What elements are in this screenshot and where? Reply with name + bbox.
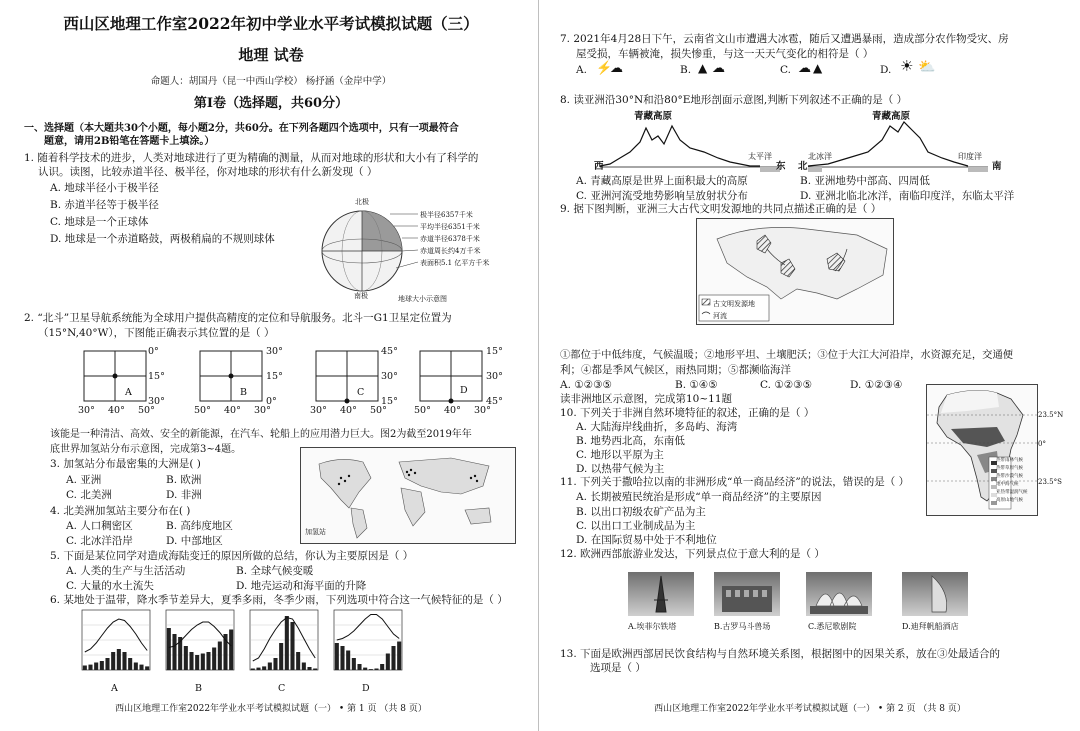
profile-30n	[600, 118, 780, 173]
earth-figure-caption: 地球大小示意图	[398, 295, 447, 303]
grid-d-lon-3: 30°	[474, 405, 491, 416]
grid-a-lat-mid: 15°	[148, 371, 165, 382]
grid-b-lon-2: 40°	[224, 405, 241, 416]
q6-letter-b[interactable]: B	[195, 683, 202, 694]
profile-left-west: 西	[594, 161, 604, 172]
q5-option-a[interactable]: A. 人类的生产与生活活动	[66, 565, 186, 577]
caption-eiffel-tower: A.埃菲尔铁塔	[628, 622, 677, 631]
grid-b-lon-1: 50°	[194, 405, 211, 416]
q12-stem: 12. 欧洲西部旅游业发达，下列景点位于意大利的是（ ）	[560, 548, 825, 560]
africa-legend-6: 高原山地气候	[996, 498, 1023, 503]
grid-a[interactable]	[84, 351, 146, 401]
precipitation-bar	[172, 634, 176, 670]
grid-b[interactable]	[200, 351, 262, 401]
photo-sydney-opera-house[interactable]	[806, 572, 872, 616]
q10-option-b[interactable]: B. 地势西北高，东南低	[576, 435, 685, 447]
grid-c-lon-3: 50°	[370, 405, 387, 416]
asia-legend-civilization: 古文明发源地	[713, 300, 755, 308]
precipitation-bar	[195, 655, 199, 670]
profile-left-east: 东	[776, 161, 786, 172]
precipitation-bar	[88, 665, 92, 670]
precipitation-bar	[212, 648, 216, 671]
q7-option-b[interactable]: B.	[680, 64, 692, 76]
precipitation-bar	[285, 616, 289, 670]
precipitation-bar	[391, 646, 395, 670]
exam-page-2	[540, 0, 1080, 731]
q5-option-b[interactable]: B. 全球气候变暖	[236, 565, 314, 577]
q9-option-c[interactable]: C. ①②③⑤	[760, 379, 812, 391]
precipitation-bar	[380, 664, 384, 670]
precipitation-bar	[117, 649, 121, 670]
footer-page-2: 西山区地理工作室2022年学业水平考试模拟试题（一） • 第 2 页 （共 8 页）	[654, 704, 966, 714]
precipitation-bar	[256, 668, 260, 670]
q3-option-b[interactable]: B. 欧洲	[166, 474, 202, 486]
q2-stem-cont: （15°N,40°W），下图能正确表示其位置的是（ ）	[38, 327, 275, 339]
q9-stem: 9. 据下图判断，亚洲三大古代文明发源地的共同点描述正确的是（ ）	[560, 203, 882, 215]
q9-option-b[interactable]: B. ①④⑤	[675, 379, 718, 391]
q11-option-c[interactable]: C. 以出口工业制成品为主	[576, 520, 696, 532]
grid-d-lat-top: 15°	[486, 346, 503, 357]
precipitation-bar	[363, 668, 367, 670]
precipitation-bar	[273, 658, 277, 670]
grid-d-lat-bot: 45°	[486, 396, 503, 407]
q10-option-d[interactable]: D. 以热带气候为主	[576, 463, 665, 475]
grid-a-lon-1: 30°	[78, 405, 95, 416]
precipitation-bar	[335, 643, 339, 670]
q7-option-a[interactable]: A.	[576, 64, 587, 76]
q9-statements-cont: 利；④都是季风气候区，雨热同期；⑤都濒临海洋	[560, 364, 791, 376]
world-map-hydrogen	[300, 447, 516, 544]
precipitation-bar	[268, 663, 272, 671]
q7-stem-cont: 屋受损，车辆被淹，损失惨重，与这一天天气变化的相符是（ ）	[576, 48, 874, 60]
precipitation-bar	[139, 665, 143, 670]
q10-option-a[interactable]: A. 大陆海岸线曲折，多岛屿、海湾	[576, 421, 738, 433]
q3-stem: 3. 加氢站分布最密集的大洲是( )	[50, 458, 201, 470]
q11-stem: 11. 下列关于撒哈拉以南的非洲形成“单一商品经济”的说法，错误的是（ ）	[560, 476, 910, 488]
page-divider	[538, 0, 539, 731]
earth-label-5: 表面积5.1 亿平方千米	[420, 259, 490, 267]
precipitation-bar	[111, 652, 115, 670]
grid-c[interactable]	[316, 351, 378, 401]
precipitation-bar	[105, 658, 109, 670]
section-heading: 一、选择题（本大题共30个小题，每小题2分，共60分。在下列各题四个选项中，只有一项最符合	[24, 123, 459, 134]
africa-legend-3: 热带沙漠气候	[996, 474, 1023, 479]
precipitation-bar	[122, 652, 126, 670]
precipitation-bar	[145, 666, 149, 670]
q4-stem: 4. 北美洲加氢站主要分布在( )	[50, 505, 191, 517]
q3-option-c[interactable]: C. 北美洲	[66, 489, 112, 501]
precipitation-bar	[251, 669, 255, 671]
grid-c-lat-top: 45°	[381, 346, 398, 357]
precipitation-bar	[279, 643, 283, 670]
precipitation-bar	[357, 664, 361, 670]
intro-3-4-cont: 底世界加氢站分布示意图，完成第3~4题。	[50, 444, 242, 455]
asia-legend-river: 河流	[713, 312, 727, 320]
precipitation-bar	[340, 646, 344, 670]
grid-a-lat-bot: 30°	[148, 396, 165, 407]
footer-page-1: 西山区地理工作室2022年学业水平考试模拟试题（一） • 第 1 页 （共 8 页）	[115, 704, 427, 714]
q8-option-b[interactable]: B. 亚洲地势中部高、四周低	[800, 175, 930, 187]
precipitation-bar	[100, 661, 104, 670]
profile-left-ocean: 太平洋	[748, 152, 772, 161]
q5-option-d[interactable]: D. 地壳运动和海平面的升降	[236, 580, 367, 592]
earth-label-1: 极半径6357千米	[420, 211, 473, 219]
caption-colosseum: B.古罗马斗兽场	[714, 622, 771, 631]
q1-option-d[interactable]: D. 地球是一个赤道略鼓，两极稍扁的不规则球体	[50, 233, 275, 245]
q10-stem: 10. 下列关于非洲自然环境特征的叙述，正确的是（ ）	[560, 407, 815, 419]
grid-c-lon-2: 40°	[340, 405, 357, 416]
grid-b-letter: B	[240, 387, 247, 398]
q13-stem: 13. 下面是欧洲西部居民饮食结构与自然环境关系图，根据图中的因果关系，放在③处最适合的	[560, 648, 1001, 660]
q1-option-c[interactable]: C. 地球是一个正球体	[50, 216, 149, 228]
grid-b-lon-3: 30°	[254, 405, 271, 416]
q5-option-c[interactable]: C. 大量的水土流失	[66, 580, 154, 592]
cloud-icon: ☁	[712, 61, 725, 76]
africa-equator: 0°	[1038, 440, 1046, 448]
q13-stem-cont: 选项是（ ）	[590, 662, 646, 674]
precipitation-bar	[128, 658, 132, 670]
precipitation-bar	[83, 666, 87, 671]
caption-burj-al-arab: D.迪拜帆船酒店	[902, 622, 959, 631]
rain-cloud-icon: ☁	[610, 61, 623, 76]
q4-option-c[interactable]: C. 北冰洋沿岸	[66, 535, 133, 547]
precipitation-bar	[206, 652, 210, 670]
africa-legend-1: 热带雨林气候	[996, 458, 1023, 463]
q8-option-c[interactable]: C. 亚洲河流受地势影响呈放射状分布	[576, 190, 748, 202]
rain-cloud-icon-2: ☁	[798, 61, 811, 76]
q4-option-a[interactable]: A. 人口稠密区	[66, 520, 133, 532]
precipitation-bar	[184, 646, 188, 670]
intro-3-4: 该能是一种清洁、高效、安全的新能源，在汽车、轮船上的应用潜力巨大。图2为截至2019年年	[50, 429, 472, 440]
q8-option-a[interactable]: A. 青藏高原是世界上面积最大的高原	[576, 175, 748, 187]
earth-south-label: 南极	[354, 292, 368, 300]
partly-cloudy-icon: ⛅	[918, 59, 936, 75]
precipitation-bar	[352, 658, 356, 670]
grid-a-lat-top: 0°	[148, 346, 159, 357]
q11-option-a[interactable]: A. 长期被殖民统治是形成“单一商品经济”的主要原因	[576, 491, 822, 503]
grid-a-letter: A	[125, 387, 132, 398]
q11-option-b[interactable]: B. 以出口初级农矿产品为主	[576, 506, 706, 518]
q1-stem-cont: 认识。读图，比较赤道半径、极半径，你对地球的形状有什么新发现（ ）	[38, 166, 378, 178]
precipitation-bar	[290, 622, 294, 670]
temperature-line	[85, 619, 147, 652]
earth-north-label: 北极	[355, 198, 369, 206]
precipitation-bar	[302, 663, 306, 671]
africa-legend-2: 热带草原气候	[996, 466, 1023, 471]
q6-stem: 6. 某地处于温带，降水季节差异大，夏季多雨，冬季少雨，下列选项中符合这一气候特征的是（ ）	[50, 594, 508, 606]
asia-civilization-map	[696, 218, 894, 325]
profile-right-south: 南	[992, 161, 1002, 172]
intro-10-11: 读非洲地区示意图，完成第10~11题	[560, 393, 733, 405]
africa-legend-5: 亚热带湿润气候	[996, 490, 1028, 495]
photo-burj-al-arab[interactable]	[902, 572, 968, 616]
q9-statements: ①都位于中低纬度，气候温暖；②地形平坦、土壤肥沃；③位于大江大河沿岸，水资源充足，交通便	[560, 349, 1014, 361]
climate-charts	[0, 606, 538, 680]
precipitation-bar	[397, 642, 401, 671]
q3-option-a[interactable]: A. 亚洲	[66, 474, 102, 486]
grid-c-lat-mid: 30°	[381, 371, 398, 382]
precipitation-bar	[229, 630, 233, 671]
precipitation-bar	[313, 669, 317, 671]
grid-d-letter: D	[460, 385, 468, 396]
q6-letter-d[interactable]: D	[362, 683, 370, 694]
precipitation-bar	[134, 663, 138, 671]
precipitation-bar	[262, 666, 266, 670]
africa-legend-4: 地中海气候	[996, 482, 1019, 487]
precipitation-bar	[346, 651, 350, 671]
precipitation-bar	[386, 654, 390, 671]
hail-icon-2: ▲	[813, 61, 823, 75]
exam-subtitle: 地理 试卷	[238, 46, 304, 64]
grid-b-lat-top: 30°	[266, 346, 283, 357]
temperature-line	[253, 618, 315, 662]
exam-title: 西山区地理工作室2022年初中学业水平考试模拟试题（三）	[63, 14, 479, 33]
grid-c-lat-bot: 15°	[381, 396, 398, 407]
q2-stem: 2. “北斗”卫星导航系统能为全球用户提供高精度的定位和导航服务。北斗一G1卫星定位置为	[24, 312, 452, 324]
q9-option-d[interactable]: D. ①②③④	[850, 379, 903, 391]
grid-d-lat-mid: 30°	[486, 371, 503, 382]
precipitation-bar	[296, 652, 300, 670]
hail-icon: ▲	[698, 61, 708, 75]
sun-icon: ☀	[900, 57, 914, 75]
precipitation-bar	[94, 663, 98, 671]
precipitation-bar	[167, 628, 171, 670]
photo-eiffel-tower[interactable]	[628, 572, 694, 616]
q4-option-b[interactable]: B. 高纬度地区	[166, 520, 233, 532]
earth-label-4: 赤道周长约4万千米	[420, 247, 481, 255]
lightning-icon: ⚡	[596, 61, 613, 76]
section-heading-cont: 题意，请用2B铅笔在答题卡上填涂。）	[44, 136, 215, 147]
profile-right-peak: 青藏高原	[872, 111, 911, 122]
grid-a-lon-2: 40°	[108, 405, 125, 416]
q8-option-d[interactable]: D. 亚洲北临北冰洋，南临印度洋，东临太平洋	[800, 190, 1015, 202]
grid-d[interactable]	[420, 351, 482, 401]
precipitation-bar	[307, 667, 311, 670]
q1-option-a[interactable]: A. 地球半径小于极半径	[50, 182, 159, 194]
grid-c-letter: C	[357, 387, 365, 398]
photo-colosseum[interactable]	[714, 572, 780, 616]
grid-a-lon-3: 50°	[138, 405, 155, 416]
q6-letter-c[interactable]: C	[278, 683, 286, 694]
exam-authors: 命题人：胡国丹（昆一中西山学校） 杨抒涵（金岸中学）	[150, 76, 392, 87]
q7-option-d[interactable]: D.	[880, 64, 892, 76]
map-legend-label: 加氢站	[305, 528, 326, 536]
q7-stem: 7. 2021年4月28日下午，云南省文山市遭遇大冰雹，随后又遭遇暴雨，造成部分农作物受灾、房	[560, 33, 1009, 45]
part-title: 第Ⅰ卷（选择题，共60分）	[193, 96, 349, 111]
precipitation-bar	[218, 642, 222, 671]
precipitation-bar	[201, 654, 205, 671]
grid-c-lon-1: 30°	[310, 405, 327, 416]
profile-right-ocean-left: 北冰洋	[808, 152, 832, 161]
q4-option-d[interactable]: D. 中部地区	[166, 535, 223, 547]
africa-tropic-capricorn: 23.5°S	[1038, 478, 1062, 486]
precipitation-bar	[369, 669, 373, 670]
profile-right-north: 北	[798, 161, 808, 172]
temperature-line	[337, 615, 399, 641]
profile-left-peak: 青藏高原	[634, 111, 673, 122]
caption-sydney-opera-house: C.悉尼歌剧院	[808, 622, 857, 631]
profile-80e	[808, 118, 988, 173]
q3-option-d[interactable]: D. 非洲	[166, 489, 202, 501]
q11-option-d[interactable]: D. 在国际贸易中处于不利地位	[576, 534, 717, 546]
precipitation-bar	[189, 652, 193, 670]
grid-d-lon-1: 50°	[414, 405, 431, 416]
q9-option-a[interactable]: A. ①②③⑤	[560, 379, 612, 391]
q1-option-b[interactable]: B. 赤道半径等于极半径	[50, 199, 159, 211]
q6-letter-a[interactable]: A	[111, 683, 118, 694]
earth-label-2: 平均半径6351千米	[420, 223, 480, 231]
q10-option-c[interactable]: C. 地形以平原为主	[576, 449, 664, 461]
grid-b-lat-mid: 15°	[266, 371, 283, 382]
profile-right-ocean-right: 印度洋	[958, 152, 982, 161]
q1-stem: 1. 随着科学技术的进步，人类对地球进行了更为精确的测量，从而对地球的形状和大小有了科学的	[24, 152, 479, 164]
q8-stem: 8. 读亚洲沿30°N和沿80°E地形剖面示意图,判断下列叙述不正确的是（ ）	[560, 94, 908, 106]
earth-label-3: 赤道半径6378千米	[420, 235, 480, 243]
africa-tropic-cancer: 23.5°N	[1038, 411, 1064, 419]
q7-option-c[interactable]: C.	[780, 64, 791, 76]
exam-page-1	[0, 0, 538, 731]
q5-stem: 5. 下面是某位同学对造成海陆变迁的原因所做的总结，你认为主要原因是（ ）	[50, 550, 414, 562]
grid-d-lon-2: 40°	[444, 405, 461, 416]
grid-b-lat-bot: 0°	[266, 396, 277, 407]
precipitation-bar	[374, 669, 378, 671]
